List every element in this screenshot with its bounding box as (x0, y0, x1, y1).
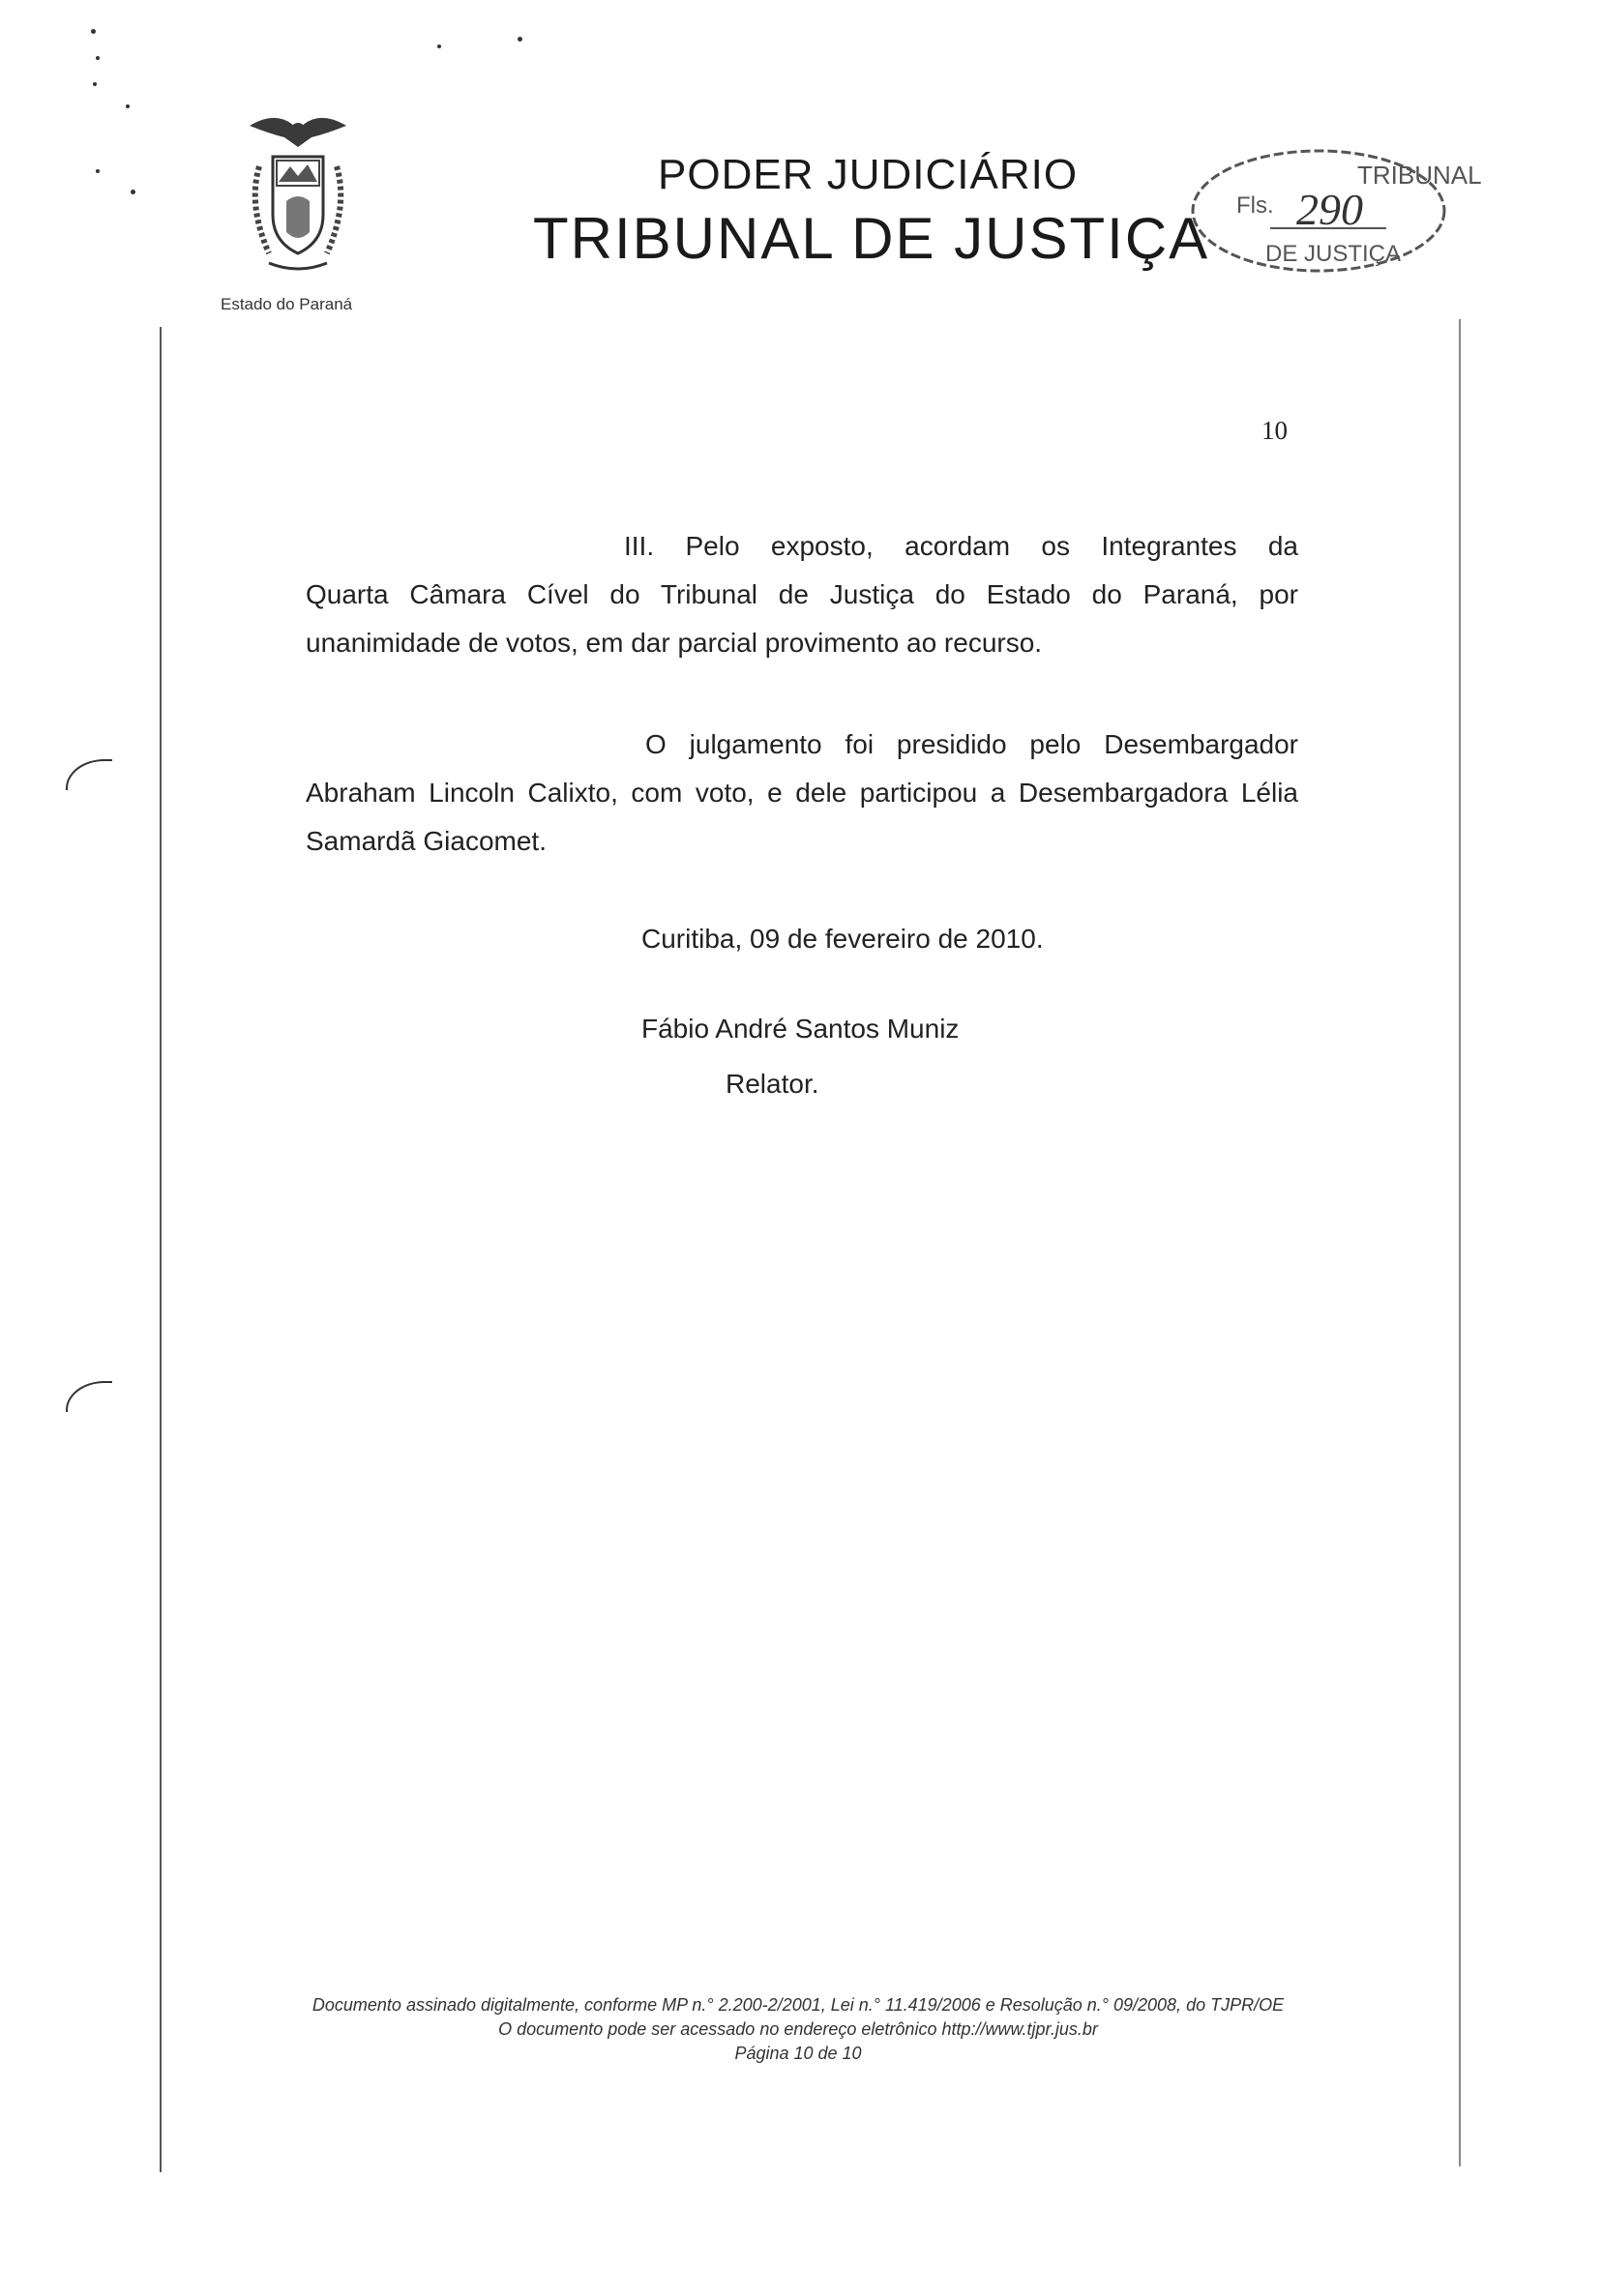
place-date: Curitiba, 09 de fevereiro de 2010. (641, 924, 1044, 954)
footer-signature-notice: Documento assinado digitalmente, conforme MP n.° 2.200-2/2001, Lei n.° 11.419/2006 e Resolução n.° 09/2008, do TJPR/OE (312, 1995, 1285, 2015)
scan-speck (437, 44, 441, 48)
folio-stamp (1188, 145, 1482, 277)
paragraph-2-line-1: O julgamento foi presidido pelo Desembargador (645, 729, 1298, 759)
scan-speck (131, 190, 135, 194)
stamp-bottom-text: DE JUSTIÇA (1265, 241, 1402, 267)
stamp-number: 290 (1296, 185, 1363, 234)
paragraph-1-line-3: unanimidade de votos, em dar parcial provimento ao recurso. (306, 628, 1043, 658)
paragraph-2-line-2: Abraham Lincoln Calixto, com voto, e dele participou a Desembargadora Lélia (306, 778, 1298, 808)
scan-speck (96, 56, 100, 60)
paragraph-2-line-3: Samardã Giacomet. (306, 826, 547, 856)
footer-page-count: Página 10 de 10 (734, 2044, 862, 2063)
stamp-top-text: TRIBUNAL (1357, 161, 1482, 190)
paragraph-1-line-1: III. Pelo exposto, acordam os Integrantes da (624, 531, 1298, 561)
scan-speck (126, 104, 130, 108)
scan-speck (518, 37, 522, 42)
scan-speck (96, 169, 100, 173)
signer-name: Fábio André Santos Muniz (641, 1014, 960, 1044)
state-label: Estado do Paraná (221, 295, 353, 313)
stamp-label: Fls. (1236, 192, 1274, 219)
scan-speck (91, 29, 96, 34)
coat-of-arms-icon (230, 108, 366, 282)
header-judiciary: PODER JUDICIÁRIO (658, 151, 1079, 198)
left-margin-line (160, 327, 162, 2172)
punch-hole-mark (66, 1381, 112, 1412)
footer-access-notice: O documento pode ser acessado no endereço eletrônico http://www.tjpr.jus.br (498, 2019, 1098, 2039)
signer-role: Relator. (726, 1069, 819, 1099)
scan-speck (93, 82, 97, 86)
right-margin-line (1459, 319, 1461, 2166)
header-court: TRIBUNAL DE JUSTIÇA (533, 206, 1210, 271)
paragraph-1-line-2: Quarta Câmara Cível do Tribunal de Justiça do Estado do Paraná, por (306, 579, 1298, 609)
page-number: 10 (1261, 416, 1288, 445)
punch-hole-mark (66, 759, 112, 790)
